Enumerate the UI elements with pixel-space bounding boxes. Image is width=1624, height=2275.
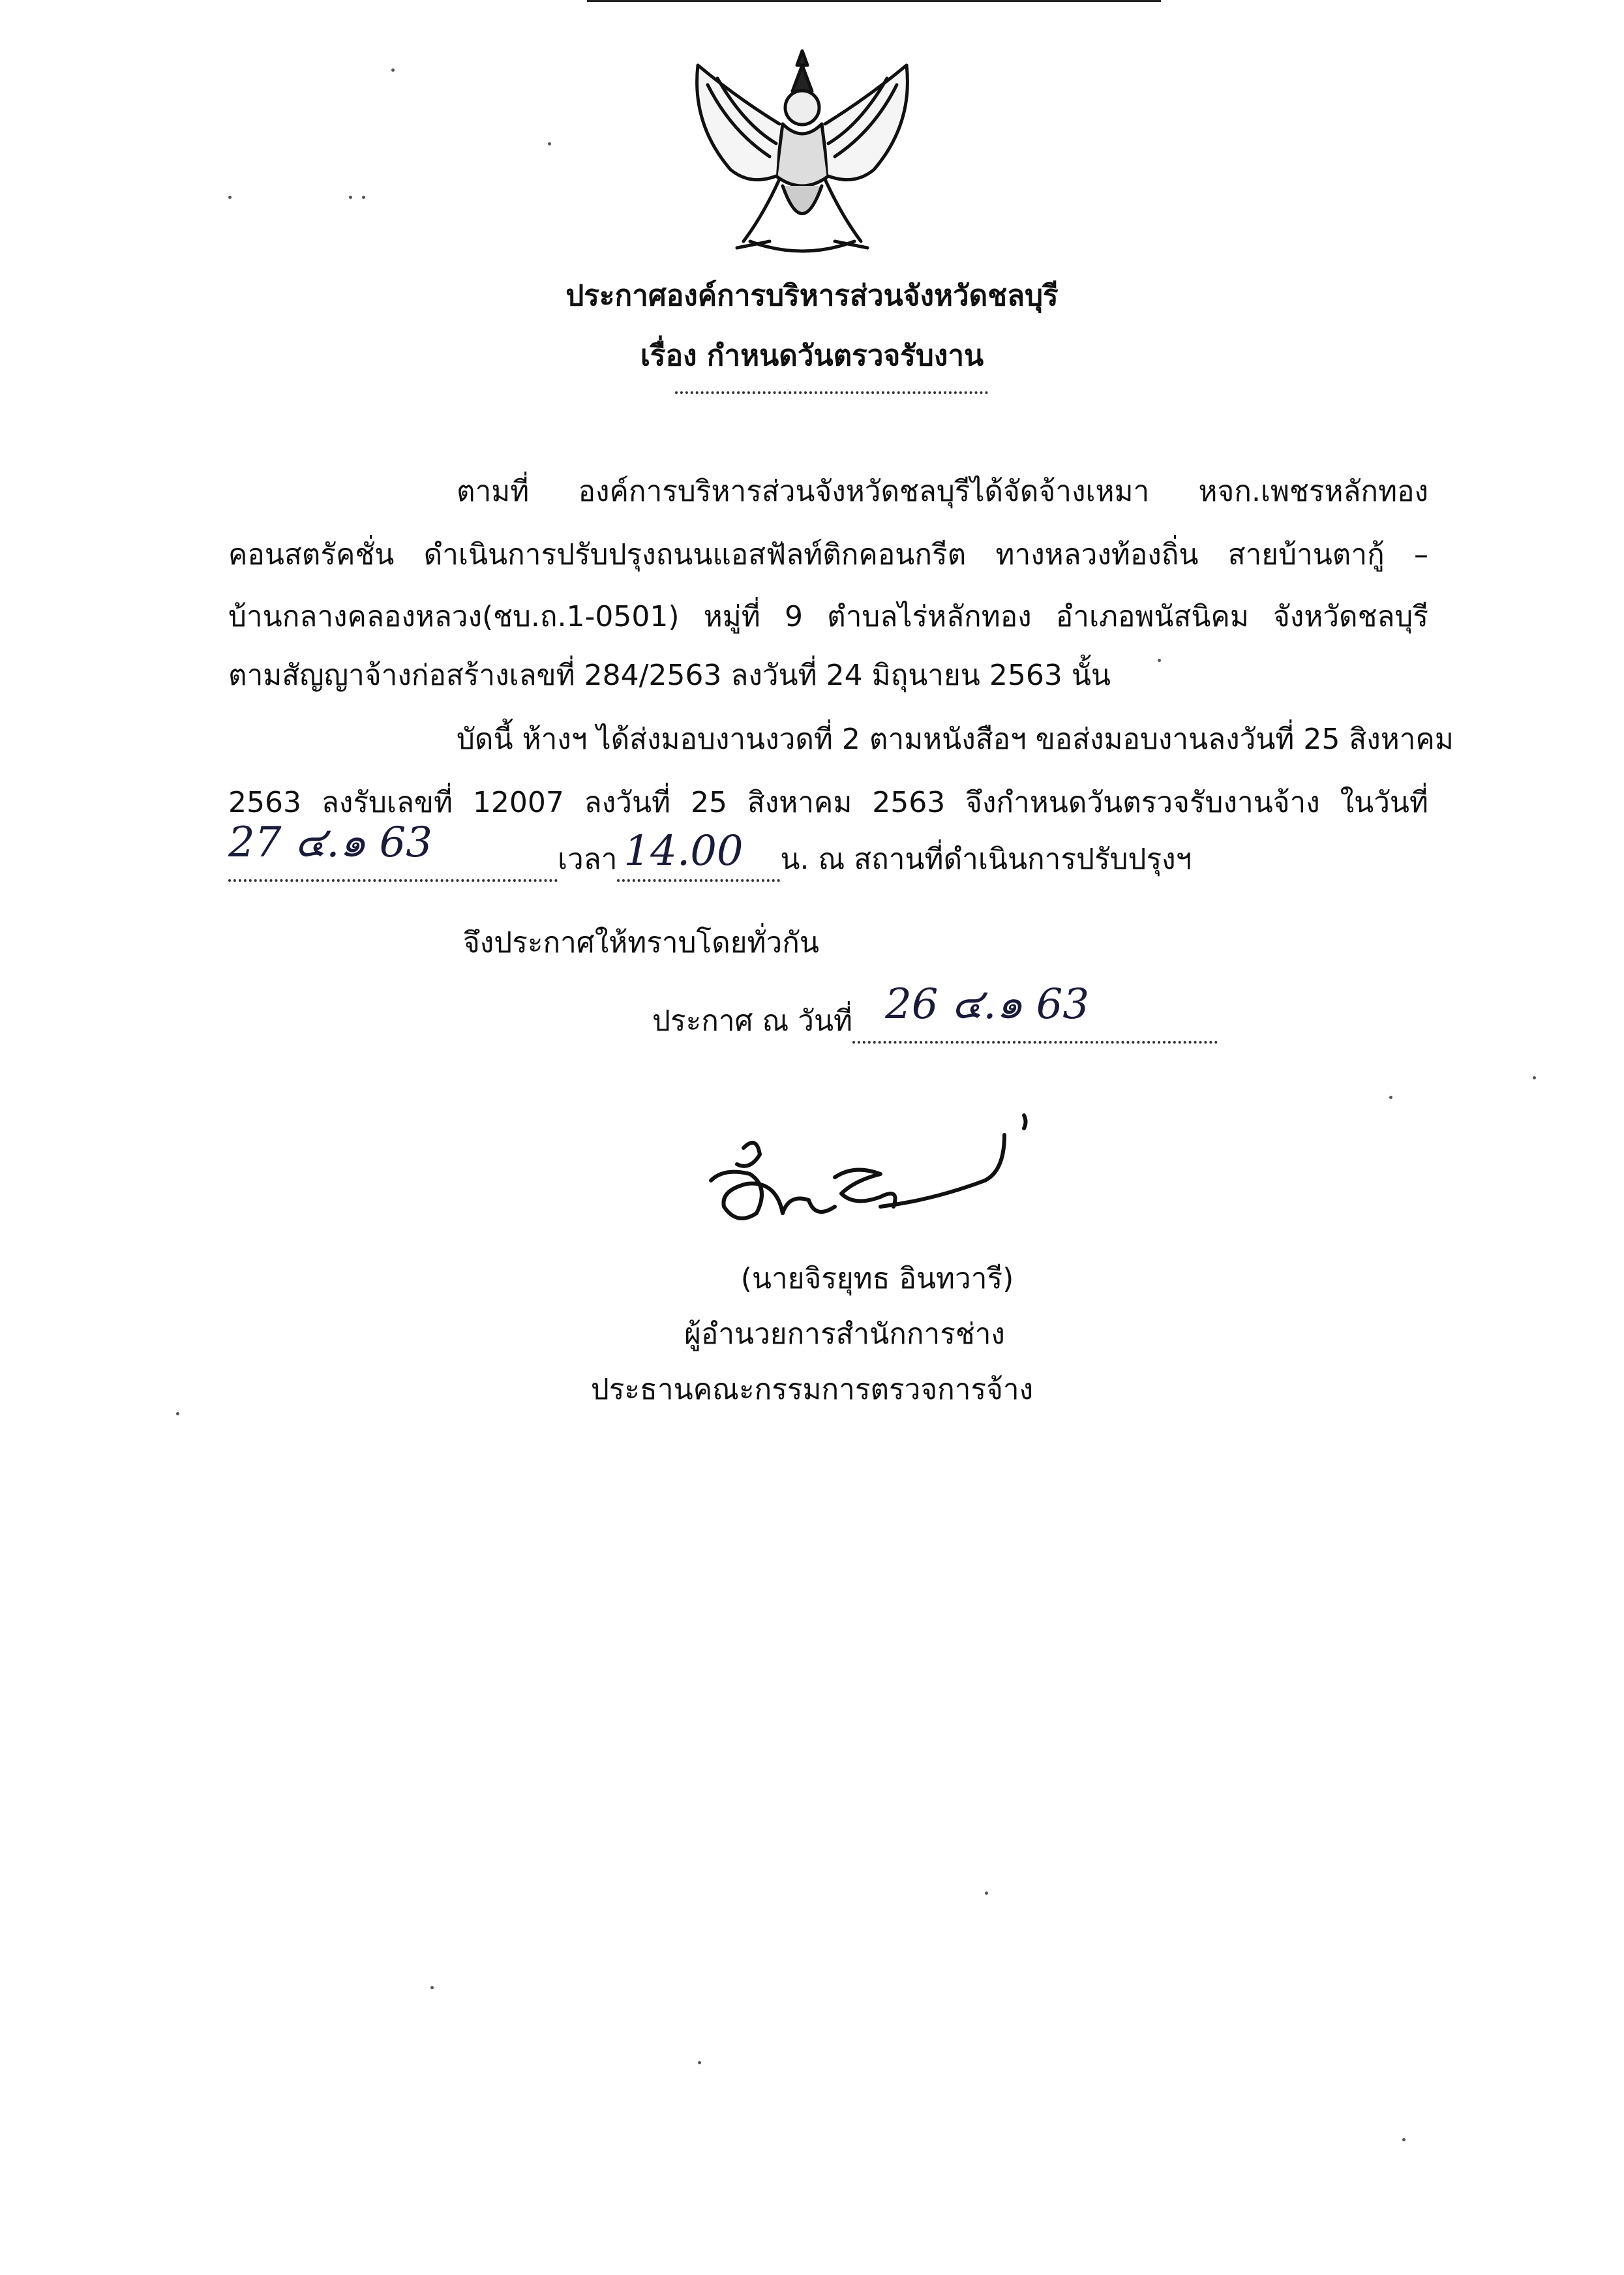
scan-speck — [548, 142, 551, 145]
announce-all-text: จึงประกาศให้ทราบโดยทั่วกัน — [463, 926, 819, 959]
announcement-subject: เรื่อง กำหนดวันตรวจรับงาน — [640, 339, 984, 372]
announced-date-field — [852, 980, 1218, 1044]
scan-speck — [176, 1412, 179, 1415]
scan-speck — [985, 1891, 988, 1895]
scan-speck — [430, 1986, 434, 1989]
scan-speck — [228, 196, 232, 199]
inspection-time-handwriting: 14.00 — [624, 827, 744, 875]
scan-speck — [349, 196, 352, 199]
scan-speck — [391, 68, 395, 72]
para2-line2: 2563 ลงรับเลขที่ 12007 ลงวันที่ 25 สิงหาคม 2563 จึงกำหนดวันตรวจรับงานจ้าง ในวันที่ — [228, 786, 1428, 819]
para1-line1: ตามที่ องค์การบริหารส่วนจังหวัดชลบุรีได้จัดจ้างเหมา หจก.เพชรหลักทอง — [457, 475, 1428, 508]
inspection-line — [228, 819, 1192, 882]
handwritten-signature — [685, 1109, 1050, 1233]
signer-role: ประธานคณะกรรมการตรวจการจ้าง — [590, 1373, 1034, 1406]
announced-date-line — [652, 980, 1218, 1044]
garuda-emblem-icon — [672, 46, 933, 267]
scan-speck — [1533, 1076, 1536, 1079]
scan-speck — [1389, 1096, 1392, 1099]
scan-speck — [362, 196, 365, 199]
scan-speck — [1402, 2138, 1406, 2141]
title-divider — [675, 391, 988, 394]
inspection-date-handwriting: 27 ๔.๑ 63 — [228, 819, 432, 867]
announcement-title: ประกาศองค์การบริหารส่วนจังหวัดชลบุรี — [565, 279, 1059, 312]
announced-date-handwriting: 26 ๔.๑ 63 — [885, 980, 1090, 1029]
inspection-time-field — [617, 827, 780, 882]
scan-speck — [1158, 659, 1161, 662]
para1-line4: ตามสัญญาจ้างก่อสร้างเลขที่ 284/2563 ลงวันที่ 24 มิถุนายน 2563 นั้น — [228, 659, 1111, 692]
announced-label: ประกาศ ณ วันที่ — [652, 1004, 853, 1038]
signer-position: ผู้อำนวยการสำนักการช่าง — [684, 1318, 1005, 1351]
para1-line2: คอนสตรัคชั่น ดำเนินการปรับปรุงถนนแอสฟัลท์ติกคอนกรีต ทางหลวงท้องถิ่น สายบ้านตากู้ – — [228, 538, 1428, 571]
inspection-date-field — [228, 819, 558, 882]
scan-speck — [698, 2061, 701, 2064]
signer-name: (นายจิรยุทธ อินทวารี) — [740, 1262, 1014, 1295]
para2-line1: บัดนี้ ห้างฯ ได้ส่งมอบงานงวดที่ 2 ตามหนังสือฯ ขอส่งมอบงานลงวันที่ 25 สิงหาคม — [457, 723, 1454, 756]
para1-line3: บ้านกลางคลองหลวง(ชบ.ถ.1-0501) หมู่ที่ 9 ตำบลไร่หลักทอง อำเภอพนัสนิคม จังหวัดชลบุรี — [228, 600, 1428, 633]
location-text: น. ณ สถานที่ดำเนินการปรับปรุงฯ — [780, 843, 1192, 876]
scan-edge-mark — [587, 0, 1161, 2]
time-label: เวลา — [558, 843, 618, 876]
